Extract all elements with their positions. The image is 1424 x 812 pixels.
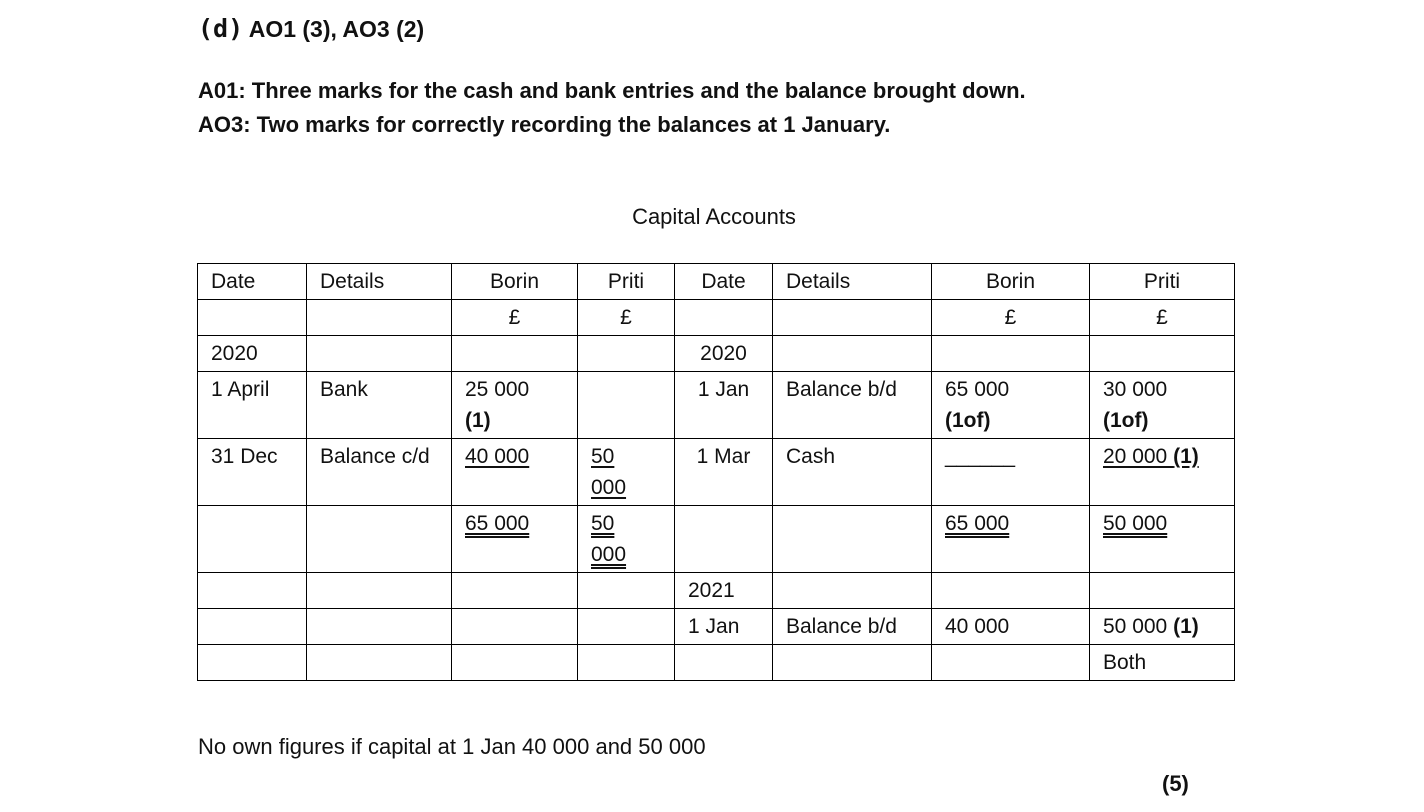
dr-date-cell: 31 Dec	[198, 439, 307, 506]
amount: 40 000	[465, 445, 530, 468]
total-marks: (5)	[1162, 771, 1189, 796]
amount: 65 000	[945, 512, 1010, 535]
dr-details-cell: Bank	[307, 372, 452, 439]
dr-priti-cell	[578, 336, 675, 372]
cr-date-cell: 1 Jan	[675, 609, 773, 645]
amount: 65 000	[465, 512, 530, 535]
cr-borin-cell: 40 000	[932, 609, 1090, 645]
header-cr-date: Date	[675, 264, 773, 300]
cr-priti-total	[1090, 506, 1235, 573]
currency-row	[198, 300, 1235, 336]
header-row	[198, 264, 1235, 300]
assessment-objectives: AO1 (3), AO3 (2)	[248, 16, 425, 42]
currency-dr-priti: £	[578, 300, 675, 336]
cr-borin-cell	[932, 336, 1090, 372]
dr-priti-cell	[578, 372, 675, 439]
header-cr-borin: Borin	[932, 264, 1090, 300]
table-row	[198, 439, 1235, 506]
header-cr-priti: Priti	[1090, 264, 1235, 300]
cr-priti-cell	[1090, 372, 1235, 439]
currency-dr-borin: £	[452, 300, 578, 336]
dr-borin-cell	[452, 372, 578, 439]
table-row	[198, 609, 1235, 645]
cr-borin-cell	[932, 439, 1090, 506]
amount: ______	[945, 445, 1016, 468]
amount: 30 000	[1103, 378, 1168, 401]
dr-date-cell: 2020	[198, 336, 307, 372]
amount: 50 000	[1103, 615, 1174, 638]
mark: (1of)	[1103, 409, 1149, 432]
amount: 20 000	[1103, 445, 1174, 468]
cr-details-cell	[773, 336, 932, 372]
cr-priti-cell	[1090, 336, 1235, 372]
header-dr-details: Details	[307, 264, 452, 300]
mark: (1)	[1173, 615, 1199, 638]
dr-date-cell: 1 April	[198, 372, 307, 439]
cr-priti-cell	[1090, 609, 1235, 645]
dr-details-cell	[307, 336, 452, 372]
table-row	[198, 573, 1235, 609]
cr-borin-total	[932, 506, 1090, 573]
dr-borin-cell	[452, 336, 578, 372]
table-row	[198, 506, 1235, 573]
table-row	[198, 645, 1235, 681]
header-dr-borin: Borin	[452, 264, 578, 300]
table-row	[198, 372, 1235, 439]
cr-date-cell: 1 Jan	[675, 372, 773, 439]
mark: (1of)	[945, 409, 991, 432]
cr-date-cell: 2021	[675, 573, 773, 609]
question-part-label: (d)	[198, 14, 244, 43]
cr-borin-cell	[932, 372, 1090, 439]
table-row	[198, 336, 1235, 372]
currency-cr-borin: £	[932, 300, 1090, 336]
dr-priti-total	[578, 506, 675, 573]
header-cr-details: Details	[773, 264, 932, 300]
amount: 50 000	[591, 445, 627, 499]
dr-borin-total	[452, 506, 578, 573]
mark: (1)	[465, 409, 491, 432]
capital-accounts-table	[197, 263, 1235, 681]
table-title: Capital Accounts	[632, 204, 796, 229]
cr-date-cell: 2020	[675, 336, 773, 372]
question-heading	[198, 14, 424, 43]
dr-borin-cell	[452, 439, 578, 506]
cr-date-cell: 1 Mar	[675, 439, 773, 506]
amount: 25 000	[465, 378, 530, 401]
amount: 50 000	[1103, 512, 1168, 535]
header-dr-priti: Priti	[578, 264, 675, 300]
cr-priti-cell: Both	[1090, 645, 1235, 681]
amount: 65 000	[945, 378, 1010, 401]
marking-note: No own figures if capital at 1 Jan 40 000 and 50 000	[198, 734, 706, 759]
header-dr-date: Date	[198, 264, 307, 300]
dr-priti-cell	[578, 439, 675, 506]
currency-cr-priti: £	[1090, 300, 1235, 336]
dr-details-cell: Balance c/d	[307, 439, 452, 506]
cr-details-cell: Balance b/d	[773, 609, 932, 645]
cr-priti-cell	[1090, 439, 1235, 506]
mark: (1)	[1173, 445, 1199, 468]
criteria-ao3: AO3: Two marks for correctly recording the balances at 1 January.	[198, 112, 891, 137]
cr-details-cell: Cash	[773, 439, 932, 506]
amount: 50 000	[591, 512, 627, 566]
criteria-ao1: A01: Three marks for the cash and bank entries and the balance brought down.	[198, 78, 1026, 103]
cr-details-cell: Balance b/d	[773, 372, 932, 439]
